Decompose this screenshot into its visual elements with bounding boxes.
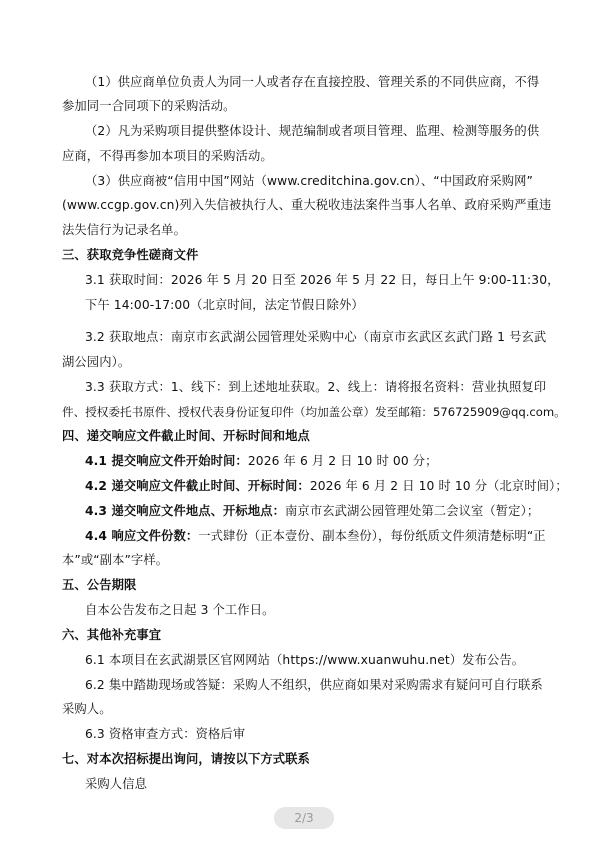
- item-label: 4.2 递交响应文件截止时间、开标时间：: [85, 479, 310, 493]
- section-heading: 六、其他补充事宜: [62, 628, 162, 642]
- text-line: 件、授权委托书原件、授权代表身份证复印件（均加盖公章）发至邮箱：576725909@qq.com。: [62, 405, 566, 419]
- section-heading: 四、递交响应文件截止时间、开标时间和地点: [62, 429, 310, 443]
- text-line: 3.3 获取方式：1、线下：到上述地址获取。2、线上：请将报名资料：营业执照复印: [85, 380, 547, 394]
- text-line: 本”或“副本”字样。: [62, 553, 169, 567]
- text-line: [85, 503, 539, 519]
- text-line: [85, 478, 568, 494]
- text-line: 采购人。: [62, 702, 112, 716]
- text-line: 湖公园内）。: [62, 355, 131, 369]
- section-heading: 五、公告期限: [62, 578, 137, 592]
- text-line: 法失信行为记录名单。: [62, 223, 186, 237]
- text-line: 自本公告发布之日起 3 个工作日。: [85, 603, 275, 617]
- text-line: [85, 528, 546, 544]
- page-indicator: 2/3: [274, 807, 334, 829]
- text-line: [85, 453, 438, 469]
- text-line: （2）凡为采购项目提供整体设计、规范编制或者项目管理、监理、检测等服务的供: [85, 124, 540, 138]
- text-line: 6.3 资格审查方式：资格后审: [85, 727, 246, 741]
- section-heading: 三、获取竞争性磋商文件: [62, 248, 199, 262]
- section-heading: 七、对本次招标提出询问，请按以下方式联系: [62, 752, 310, 766]
- item-label: 4.1 提交响应文件开始时间：: [85, 454, 248, 468]
- text-line: 6.1 本项目在玄武湖景区官网网站（https://www.xuanwuhu.net）发布公告。: [85, 653, 525, 667]
- item-label: 4.4 响应文件份数：: [85, 529, 199, 543]
- text-line: 采购人信息: [85, 777, 147, 791]
- item-label: 4.3 递交响应文件地点、开标地点：: [85, 504, 286, 518]
- text-line: (www.ccgp.gov.cn)列入失信被执行人、重大税收违法案件当事人名单、政府采购严重违: [62, 198, 552, 212]
- text-line: 3.1 获取时间：2026 年 5 月 20 日至 2026 年 5 月 22 日，每日上午 9:00-11:30，: [85, 273, 560, 287]
- text-line: 应商，不得再参加本项目的采购活动。: [62, 149, 273, 163]
- text-line: 6.2 集中踏勘现场或答疑：采购人不组织，供应商如果对采购需求有疑问可自行联系: [85, 678, 543, 692]
- item-value: 2026 年 6 月 2 日 10 时 10 分（北京时间）；: [309, 479, 568, 493]
- item-value: 2026 年 6 月 2 日 10 时 00 分；: [247, 454, 438, 468]
- text-line: 参加同一合同项下的采购活动。: [62, 99, 236, 113]
- item-value: 南京市玄武湖公园管理处第二会议室（暂定）；: [285, 504, 540, 518]
- text-line: 下午 14:00-17:00（北京时间，法定节假日除外）: [85, 298, 364, 312]
- item-value: 一式肆份（正本壹份、副本叁份），每份纸质文件须清楚标明“正: [198, 529, 546, 543]
- text-line: （1）供应商单位负责人为同一人或者存在直接控股、管理关系的不同供应商，不得: [85, 75, 540, 89]
- text-line: （3）供应商被“信用中国”网站（www.creditchina.gov.cn）、“中国政府采购网”: [85, 174, 534, 188]
- text-line: 3.2 获取地点：南京市玄武湖公园管理处采购中心（南京市玄武区玄武门路 1 号玄武: [85, 330, 547, 344]
